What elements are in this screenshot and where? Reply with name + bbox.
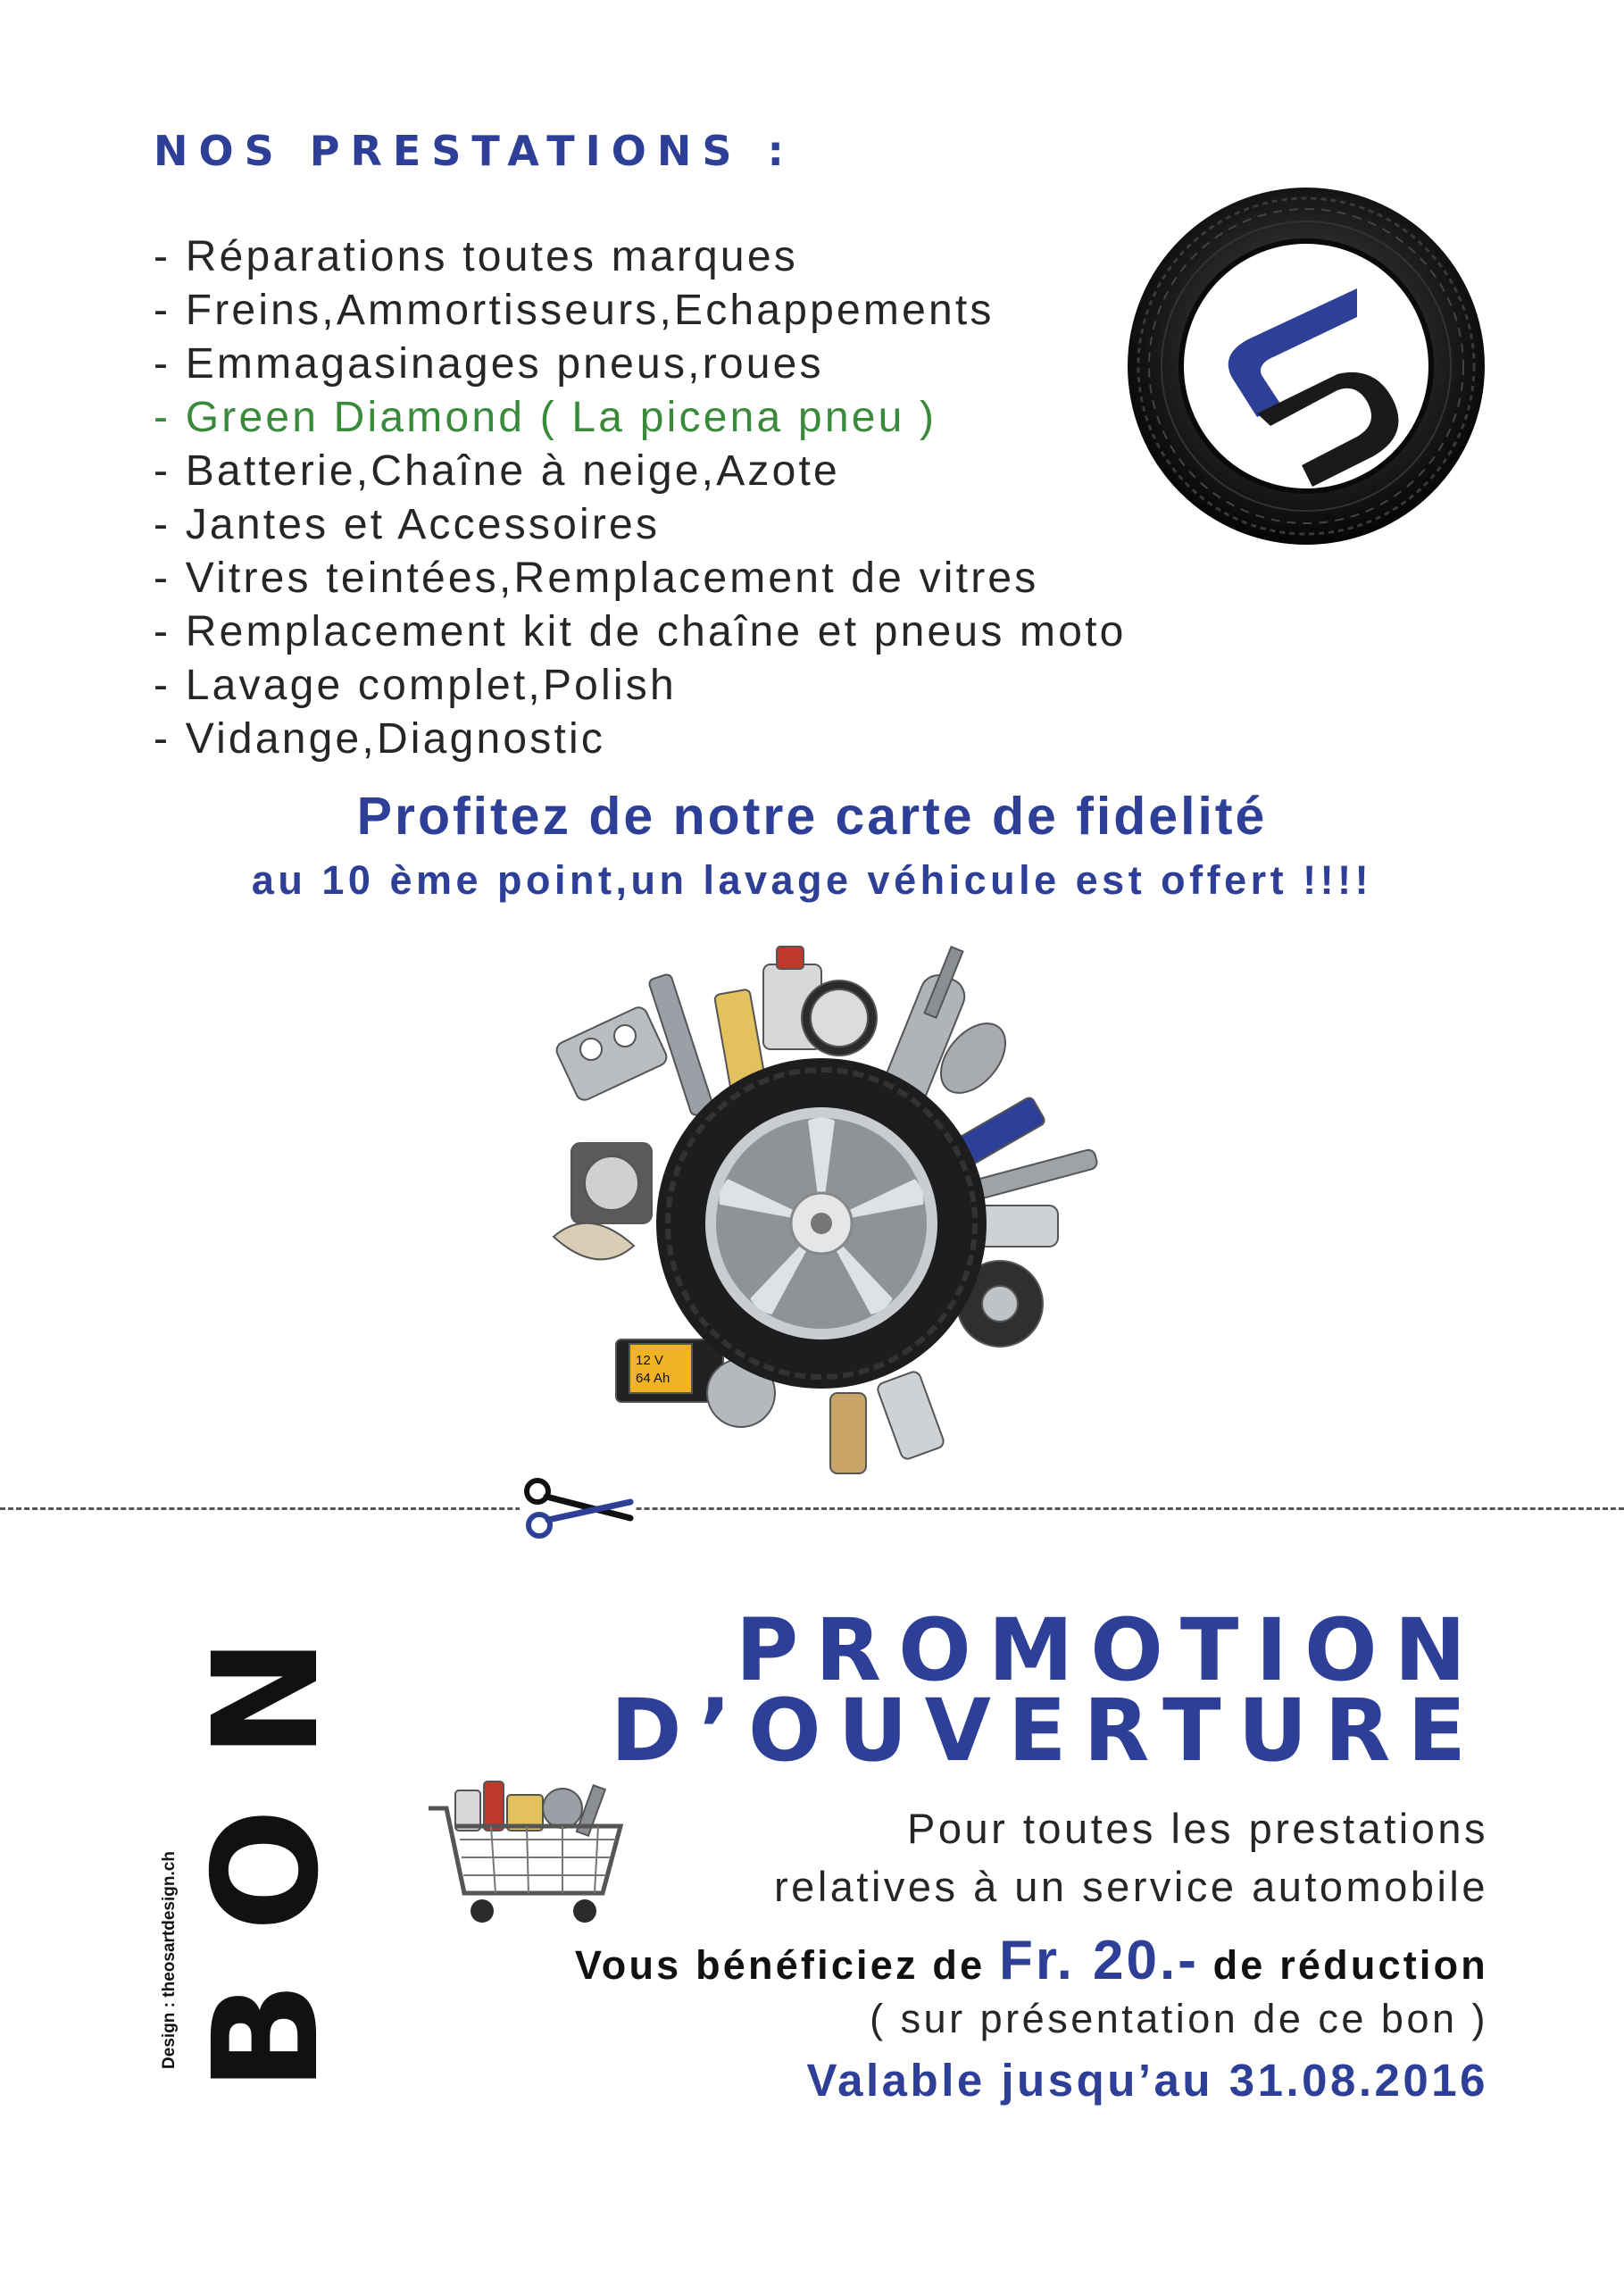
- service-item: - Jantes et Accessoires: [154, 501, 661, 548]
- discount-line: [575, 1929, 1488, 1992]
- service-item: - Vidange,Diagnostic: [154, 715, 606, 763]
- service-item: - Vitres teintées,Remplacement de vitres: [154, 555, 1039, 602]
- coupon-text-line1: Pour toutes les prestations: [907, 1805, 1488, 1852]
- coupon-text-line2: relatives à un service automobile: [774, 1863, 1488, 1910]
- discount-suffix: de réduction: [1198, 1942, 1488, 1988]
- battery-label-2: 64 Ah: [636, 1371, 670, 1386]
- service-item: - Réparations toutes marques: [154, 233, 798, 280]
- service-item: - Batterie,Chaîne à neige,Azote: [154, 447, 840, 495]
- service-item: - Emmagasinages pneus,roues: [154, 340, 824, 388]
- discount-amount: Fr. 20.-: [999, 1930, 1199, 1991]
- services-list: [154, 230, 1127, 766]
- coupon-validity: Valable jusqu’au 31.08.2016: [806, 2055, 1488, 2106]
- discount-prefix: Vous bénéficiez de: [574, 1942, 999, 1988]
- loyalty-headline: Profitez de notre carte de fidelité: [356, 787, 1268, 846]
- promo-title-line1: PROMOTION: [735, 1600, 1483, 1700]
- promo-title-line2: D’OUVERTURE: [610, 1681, 1483, 1781]
- tyre-logo-icon: [1123, 183, 1489, 549]
- design-credit: Design : theosartdesign.ch: [160, 1851, 179, 2069]
- car-parts-illustration: [536, 938, 1107, 1482]
- services-heading: NOS PRESTATIONS :: [154, 127, 795, 175]
- battery-label-1: 12 V: [636, 1353, 663, 1368]
- coupon-condition: ( sur présentation de ce bon ): [870, 1996, 1488, 2041]
- cut-line: [0, 1507, 1624, 1510]
- bon-text: BON: [183, 1587, 351, 2092]
- service-item: - Freins,Ammortisseurs,Echappements: [154, 287, 995, 334]
- scissors-icon: [520, 1475, 636, 1543]
- design-credit-wrap: [152, 1822, 187, 2099]
- service-item: - Remplacement kit de chaîne et pneus moto: [154, 608, 1127, 655]
- loyalty-subline: au 10 ème point,un lavage véhicule est offert !!!!: [251, 857, 1373, 903]
- shopping-cart-parts-icon: [420, 1773, 638, 1929]
- bon-vertical-label: [183, 1587, 351, 2092]
- service-item: - Lavage complet,Polish: [154, 662, 677, 709]
- service-item-green-diamond: - Green Diamond ( La picena pneu ): [154, 394, 937, 441]
